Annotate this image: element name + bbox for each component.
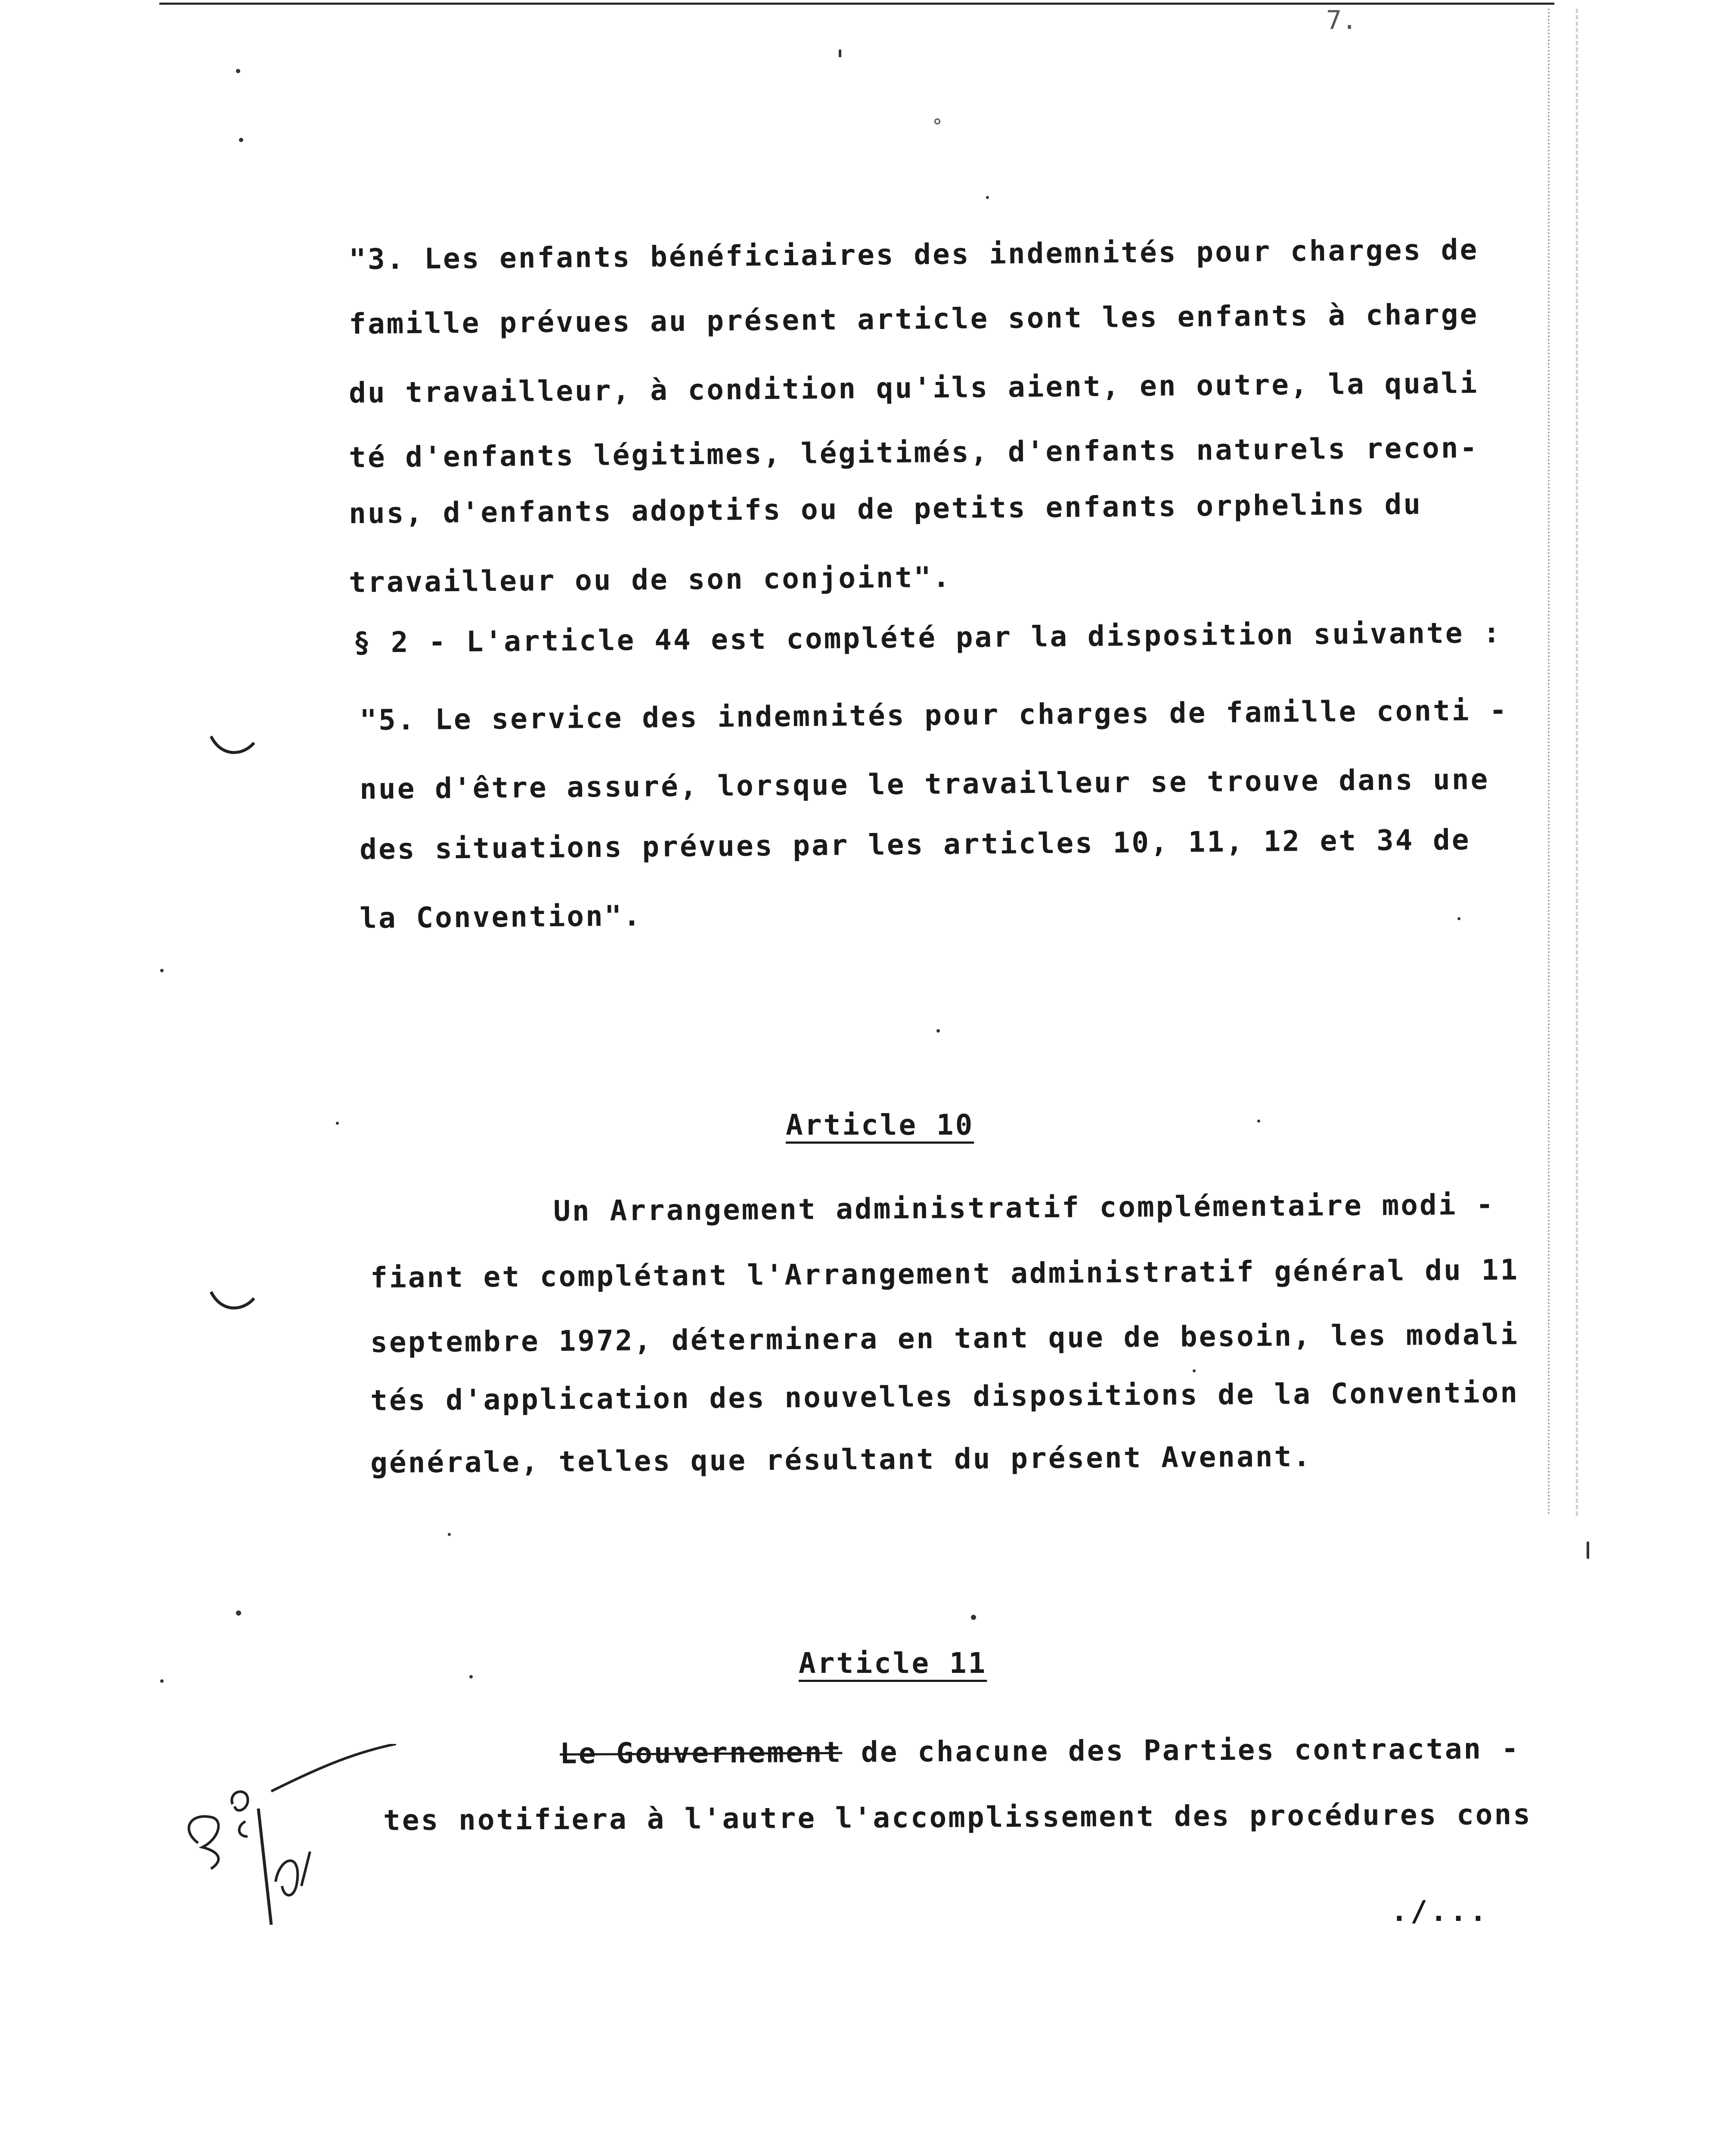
scan-speck: [160, 969, 164, 972]
scan-speck: [336, 1122, 339, 1125]
paragraph-3-line-1: "3. Les enfants bénéficiaires des indemnités pour charges de: [348, 233, 1479, 276]
margin-bracket-mark-icon-2: [209, 1287, 256, 1313]
article-10-line-2: fiant et complétant l'Arrangement administratif général du 11: [370, 1253, 1519, 1294]
scan-speck: [936, 1029, 940, 1033]
section-2-intro: § 2 - L'article 44 est complété par la disposition suivante :: [353, 616, 1502, 659]
scan-edge-artifact-secondary: [1576, 9, 1582, 1516]
margin-bracket-mark-icon: [209, 732, 256, 758]
article-11-line-1: [560, 1734, 1520, 1768]
paragraph-3-line-6: travailleur ou de son conjoint".: [348, 560, 952, 599]
scan-speck: [239, 138, 243, 142]
continuation-mark: ./...: [1391, 1895, 1489, 1928]
scan-speck: [448, 1533, 451, 1536]
article-11-line-1-rest: de chacune des Parties contractan -: [842, 1732, 1520, 1769]
article-10-line-1: Un Arrangement administratif complémentaire modi -: [553, 1188, 1495, 1228]
scan-speck: [839, 50, 841, 57]
handwritten-signature-icon: [172, 1744, 396, 1942]
page-number: 7.: [1326, 5, 1358, 35]
paragraph-5-line-4: la Convention".: [359, 899, 642, 935]
scan-speck: [469, 1675, 473, 1678]
top-border-line: [159, 3, 1554, 5]
scan-speck: [236, 1610, 241, 1616]
paragraph-3-line-4: té d'enfants légitimes, légitimés, d'enfants naturels recon-: [348, 431, 1479, 474]
article-10-line-5: générale, telles que résultant du présent Avenant.: [370, 1439, 1312, 1480]
article-10-line-3: septembre 1972, déterminera en tant que de besoin, les modali: [370, 1318, 1519, 1359]
scan-edge-artifact: [1548, 9, 1556, 1516]
scan-speck: [160, 1679, 164, 1683]
article-10-line-4: tés d'application des nouvelles dispositions de la Convention: [370, 1376, 1519, 1417]
paragraph-5-line-1: "5. Le service des indemnités pour charges de famille conti -: [359, 693, 1509, 737]
scan-speck: [236, 69, 240, 73]
scan-speck: [1457, 917, 1460, 920]
scan-speck: [1193, 1369, 1196, 1372]
paragraph-3-line-3: du travailleur, à condition qu'ils aient, en outre, la quali: [348, 366, 1479, 410]
article-11-line-2: tes notifiera à l'autre l'accomplissement des procédures cons: [383, 1798, 1532, 1837]
scan-speck: [971, 1615, 976, 1620]
scan-speck: [986, 196, 989, 199]
scan-speck: [1587, 1542, 1589, 1559]
paragraph-5-line-2: nue d'être assuré, lorsque le travailleur se trouve dans une: [359, 763, 1490, 806]
paragraph-5-line-3: des situations prévues par les articles 10, 11, 12 et 34 de: [359, 823, 1471, 866]
struck-text: Le Gouvernement: [559, 1735, 843, 1770]
scan-speck: [1257, 1120, 1260, 1123]
paragraph-3-line-5: nus, d'enfants adoptifs ou de petits enfants orphelins du: [348, 487, 1423, 530]
scan-speck: [934, 118, 940, 124]
article-11-heading: Article 11: [799, 1647, 987, 1680]
paragraph-3-line-2: famille prévues au présent article sont les enfants à charge: [348, 298, 1479, 341]
article-10-heading: Article 10: [786, 1108, 974, 1142]
